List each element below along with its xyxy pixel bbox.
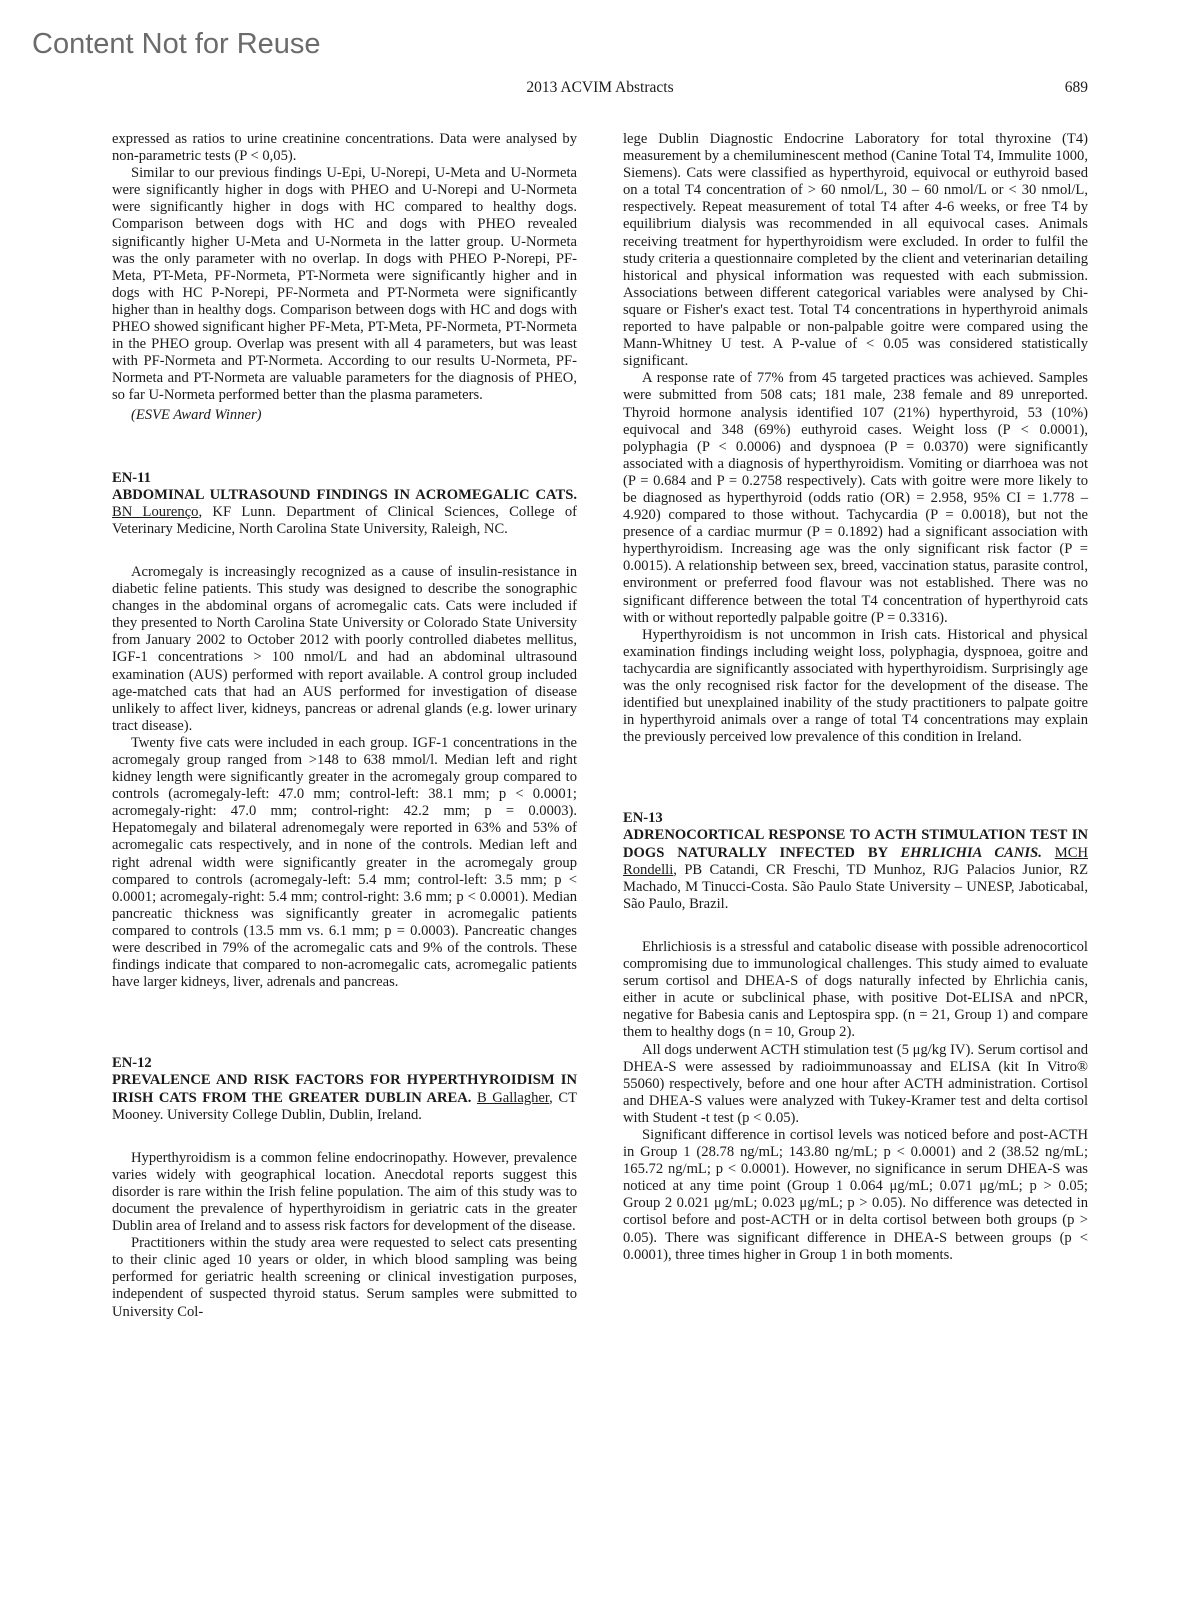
left-column	[112, 131, 577, 1321]
author-affiliation: , KF Lunn. Department of Clinical Sciences, College of Veterinary Medicine, North Carolina State University, Raleigh, NC.	[112, 503, 577, 537]
abstract-paragraph: Acromegaly is increasingly recognized as a cause of insulin-resistance in diabetic feline patients. This study was designed to describe the sonographic changes in the abdominal organs of acromegalic cats. Cats were included if they presented to North Carolina State University or Colorado State University from January 2002 to October 2012 with poorly controlled diabetes mellitus, IGF-1 concentrations > 100 nmol/L and had an abdominal ultrasound examination (AUS) performed with report available. A control group included age-matched cats that had an AUS performed for investigation of disease unlikely to affect liver, kidneys, pancreas or adrenal glands (e.g. lower urinary tract disease).	[112, 563, 577, 734]
continuation-paragraph: expressed as ratios to urine creatinine concentrations. Data were analysed by non-parametric tests (P < 0,05).	[112, 131, 577, 165]
abstract-title: PREVALENCE AND RISK FACTORS FOR HYPERTHYROIDISM IN IRISH CATS FROM THE GREATER DUBLIN AREA.	[112, 1072, 577, 1106]
abstract-paragraph: Practitioners within the study area were requested to select cats presenting to their clinic aged 10 years or older, in which blood sampling was being performed for geriatric health screening or clinical investigation purposes, independent of suspected thyroid status. Serum samples were submitted to University Col-	[112, 1235, 577, 1320]
page-number: 689	[1064, 79, 1088, 96]
abstract-title: ABDOMINAL ULTRASOUND FINDINGS IN ACROMEGALIC CATS.	[112, 486, 577, 503]
presenting-author: MCH Rondelli	[623, 844, 1088, 878]
abstract-paragraph: Significant difference in cortisol levels was noticed before and post-ACTH in Group 1 (28.78 ng/mL; 143.80 ng/mL; p < 0.0001) and 2 (38.52 ng/mL; 165.72 ng/mL; p < 0.0001). However, no significance in serum DHEA-S was noticed at any time point (Group 1 0.064 μg/mL; 0.071 μg/mL; p > 0.05; Group 2 0.021 μg/mL; 0.023 μg/mL; p > 0.05). No difference was detected in cortisol before and post-ACTH or in delta cortisol between both groups (p > 0.05). There was significant difference in DHEA-S between groups (p < 0.0001), three times higher in Group 1 in both moments.	[623, 1126, 1088, 1263]
abstract-id: EN-13	[623, 810, 663, 827]
continuation-paragraph: A response rate of 77% from 45 targeted practices was achieved. Samples were submitted from 508 cats; 181 male, 238 female and 89 unreported. Thyroid hormone analysis identified 107 (21%) hyperthyroid, 53 (10%) equivocal and 348 (69%) euthyroid cases. Weight loss (P < 0.0001), polyphagia (P < 0.0006) and dyspnoea (P = 0.0370) were significantly associated with a diagnosis of hyperthyroidism. Vomiting or diarrhoea was not (P = 0.684 and P = 0.2758 respectively). Cats with goitre were more likely to be diagnosed as hyperthyroid (odds ratio (OR) = 2.958, 95% CI = 1.778 – 4.920) compared to those without. Tachycardia (P = 0.0018), but not the presence of a cardiac murmur (P = 0.1892) had a significant association with hyperthyroidism. Increasing age was the only significant risk factor (P = 0.0015). A relationship between sex, breed, vaccination status, parasite control, environment or preferred food flavour was not established. There was no significant difference between the total T4 concentration of hyperthyroid cats with or without reportedly palpable goitre (P = 0.3316).	[623, 370, 1088, 626]
abstract-title	[623, 827, 1088, 860]
presenting-author: B Gallagher	[476, 1089, 550, 1106]
abstract-en13	[623, 810, 1088, 1263]
abstract-paragraph: Hyperthyroidism is a common feline endocrinopathy. However, prevalence varies widely with geographical location. Anecdotal reports suggest this disorder is rare within the Irish feline population. The aim of this study was to document the prevalence of hyperthyroidism in geriatric cats in the greater Dublin area of Ireland and to assess risk factors for development of the disease.	[112, 1149, 577, 1235]
abstract-paragraph: Twenty five cats were included in each group. IGF-1 concentrations in the acromegaly group ranged from >148 to 638 mmol/l. Median left and right kidney length were significantly greater in the acromegaly group compared to controls (acromegaly-left: 47.0 mm; control-left: 38.1 mm; p < 0.0001; acromegaly-right: 47.0 mm; control-right: 42.2 mm; p = 0.0003). Hepatomegaly and bilateral adrenomegaly were reported in 63% and 53% of acromegalic cats respectively, and in none of the controls. Median left and right adrenal width were significantly greater in the acromegaly group compared to controls (acromegaly-left: 5.4 mm; control-left: 3.5 mm; p < 0.0001; acromegaly-right: 5.4 mm; control-right: 3.6 mm; p < 0.0001). Median pancreatic thickness was significantly greater in acromegalic patients compared to controls (13.5 mm vs. 6.1 mm; p = 0.0003). Pancreatic changes were described in 79% of the acromegalic cats and 9% of the controls. These findings indicate that compared to non-acromegalic cats, acromegalic patients have larger kidneys, liver, adrenals and pancreas.	[112, 734, 577, 991]
abstract-en12	[112, 1055, 577, 1320]
abstract-id: EN-11	[112, 469, 151, 486]
author-affiliation: , PB Catandi, CR Freschi, TD Munhoz, RJG Palacios Junior, RZ Machado, M Tinucci-Costa. São Paulo State University – UNESP, Jaboticabal, São Paulo, Brazil.	[623, 861, 1088, 912]
continuation-paragraph: Similar to our previous findings U-Epi, U-Norepi, U-Meta and U-Normeta were significantly higher in dogs with PHEO and U-Norepi and U-Normeta were significantly higher in dogs with HC compared to healthy dogs. Comparison between dogs with HC and dogs with PHEO revealed significantly higher U-Meta and U-Normeta in the latter group. U-Normeta was the only parameter with no overlap. In dogs with PHEO P-Norepi, PF-Meta, PT-Meta, PF-Normeta, PT-Normeta were significantly higher and in dogs with HC P-Norepi, PF-Normeta and PT-Normeta were significantly higher than in healthy dogs. Comparison between dogs with HC and dogs with PHEO showed significant higher PF-Meta, PT-Meta, PF-Normeta, PT-Normeta in the PHEO group. Overlap was present with all 4 parameters, but was least with PF-Normeta and PT-Normeta. According to our results U-Normeta, PF-Normeta and PT-Normeta are valuable parameters for the diagnosis of PHEO, so far U-Normeta performed better than the plasma parameters.	[112, 165, 577, 404]
abstract-id: EN-12	[112, 1055, 152, 1072]
award-text: (ESVE Award Winner)	[131, 406, 262, 423]
abstract-paragraph: Ehrlichiosis is a stressful and catabolic disease with possible adrenocorticol compromising due to immunological challenges. This study aimed to evaluate serum cortisol and DHEA-S of dogs naturally infected by Ehrlichia canis, either in acute or subclinical phase, with positive Dot-ELISA and nPCR, negative for Babesia canis and Leptospira spp. (n = 21, Group 1) and compare them to healthy dogs (n = 10, Group 2).	[623, 938, 1088, 1041]
right-column	[623, 131, 1088, 1264]
continuation-paragraph: Hyperthyroidism is not uncommon in Irish cats. Historical and physical examination findings including weight loss, polyphagia, dyspnoea, goitre and tachycardia are significantly associated with hyperthyroidism. Surprisingly age was the only recognised risk factor for the development of the disease. The identified but unexplained inability of the study practitioners to palpate goitre in hyperthyroid animals over a range of total T4 concentrations may explain the previously perceived low prevalence of this condition in Ireland.	[623, 626, 1088, 746]
presenting-author: BN Lourenço	[112, 503, 199, 520]
watermark: Content Not for Reuse	[32, 28, 321, 60]
author-list	[112, 504, 577, 537]
award-note	[112, 407, 577, 424]
continuation-paragraph: lege Dublin Diagnostic Endocrine Laboratory for total thyroxine (T4) measurement by a chemiluminescent method (Canine Total T4, Immulite 1000, Siemens). Cats were classified as hyperthyroid, equivocal or euthyroid based on a total T4 concentration of > 60 nmol/L, 30 – 60 nmol/L or < 30 nmol/L, respectively. Repeat measurement of total T4 after 4-6 weeks, or free T4 by equilibrium dialysis was recommended in all equivocal cases. Animals receiving treatment for hyperthyroidism were excluded. In order to fulfil the study criteria a questionnaire completed by the client and veterinarian detailing historical and physical information was requested with each submission. Associations between different categorical variables were analysed by Chi-square or Fisher's exact test. Total T4 concentrations in hyperthyroid animals reported to have palpable or non-palpable goitre were compared using the Mann-Whitney U test. A P-value of < 0.05 was considered statistically significant.	[623, 131, 1088, 370]
author-affiliation: , CT Mooney. University College Dublin, Dublin, Ireland.	[112, 1089, 577, 1123]
abstract-en11	[112, 470, 577, 992]
abstract-heading	[112, 470, 577, 538]
abstract-paragraph: All dogs underwent ACTH stimulation test (5 μg/kg IV). Serum cortisol and DHEA-S were assessed by radioimmunoassay and ELISA (kit In Vitro® 55060) respectively, before and one hour after ACTH administration. Cortisol and DHEA-S values were analyzed with Tukey-Kramer test and delta cortisol with Student -t test (p < 0.05).	[623, 1041, 1088, 1126]
abstract-heading	[623, 810, 1088, 913]
abstract-title-organism: EHRLICHIA CANIS.	[900, 844, 1042, 861]
abstract-title-text: ADRENOCORTICAL RESPONSE TO ACTH STIMULATION TEST IN DOGS NATURALLY INFECTED BY	[623, 827, 1088, 861]
abstract-heading	[112, 1055, 577, 1123]
journal-title: 2013 ACVIM Abstracts	[526, 79, 674, 96]
